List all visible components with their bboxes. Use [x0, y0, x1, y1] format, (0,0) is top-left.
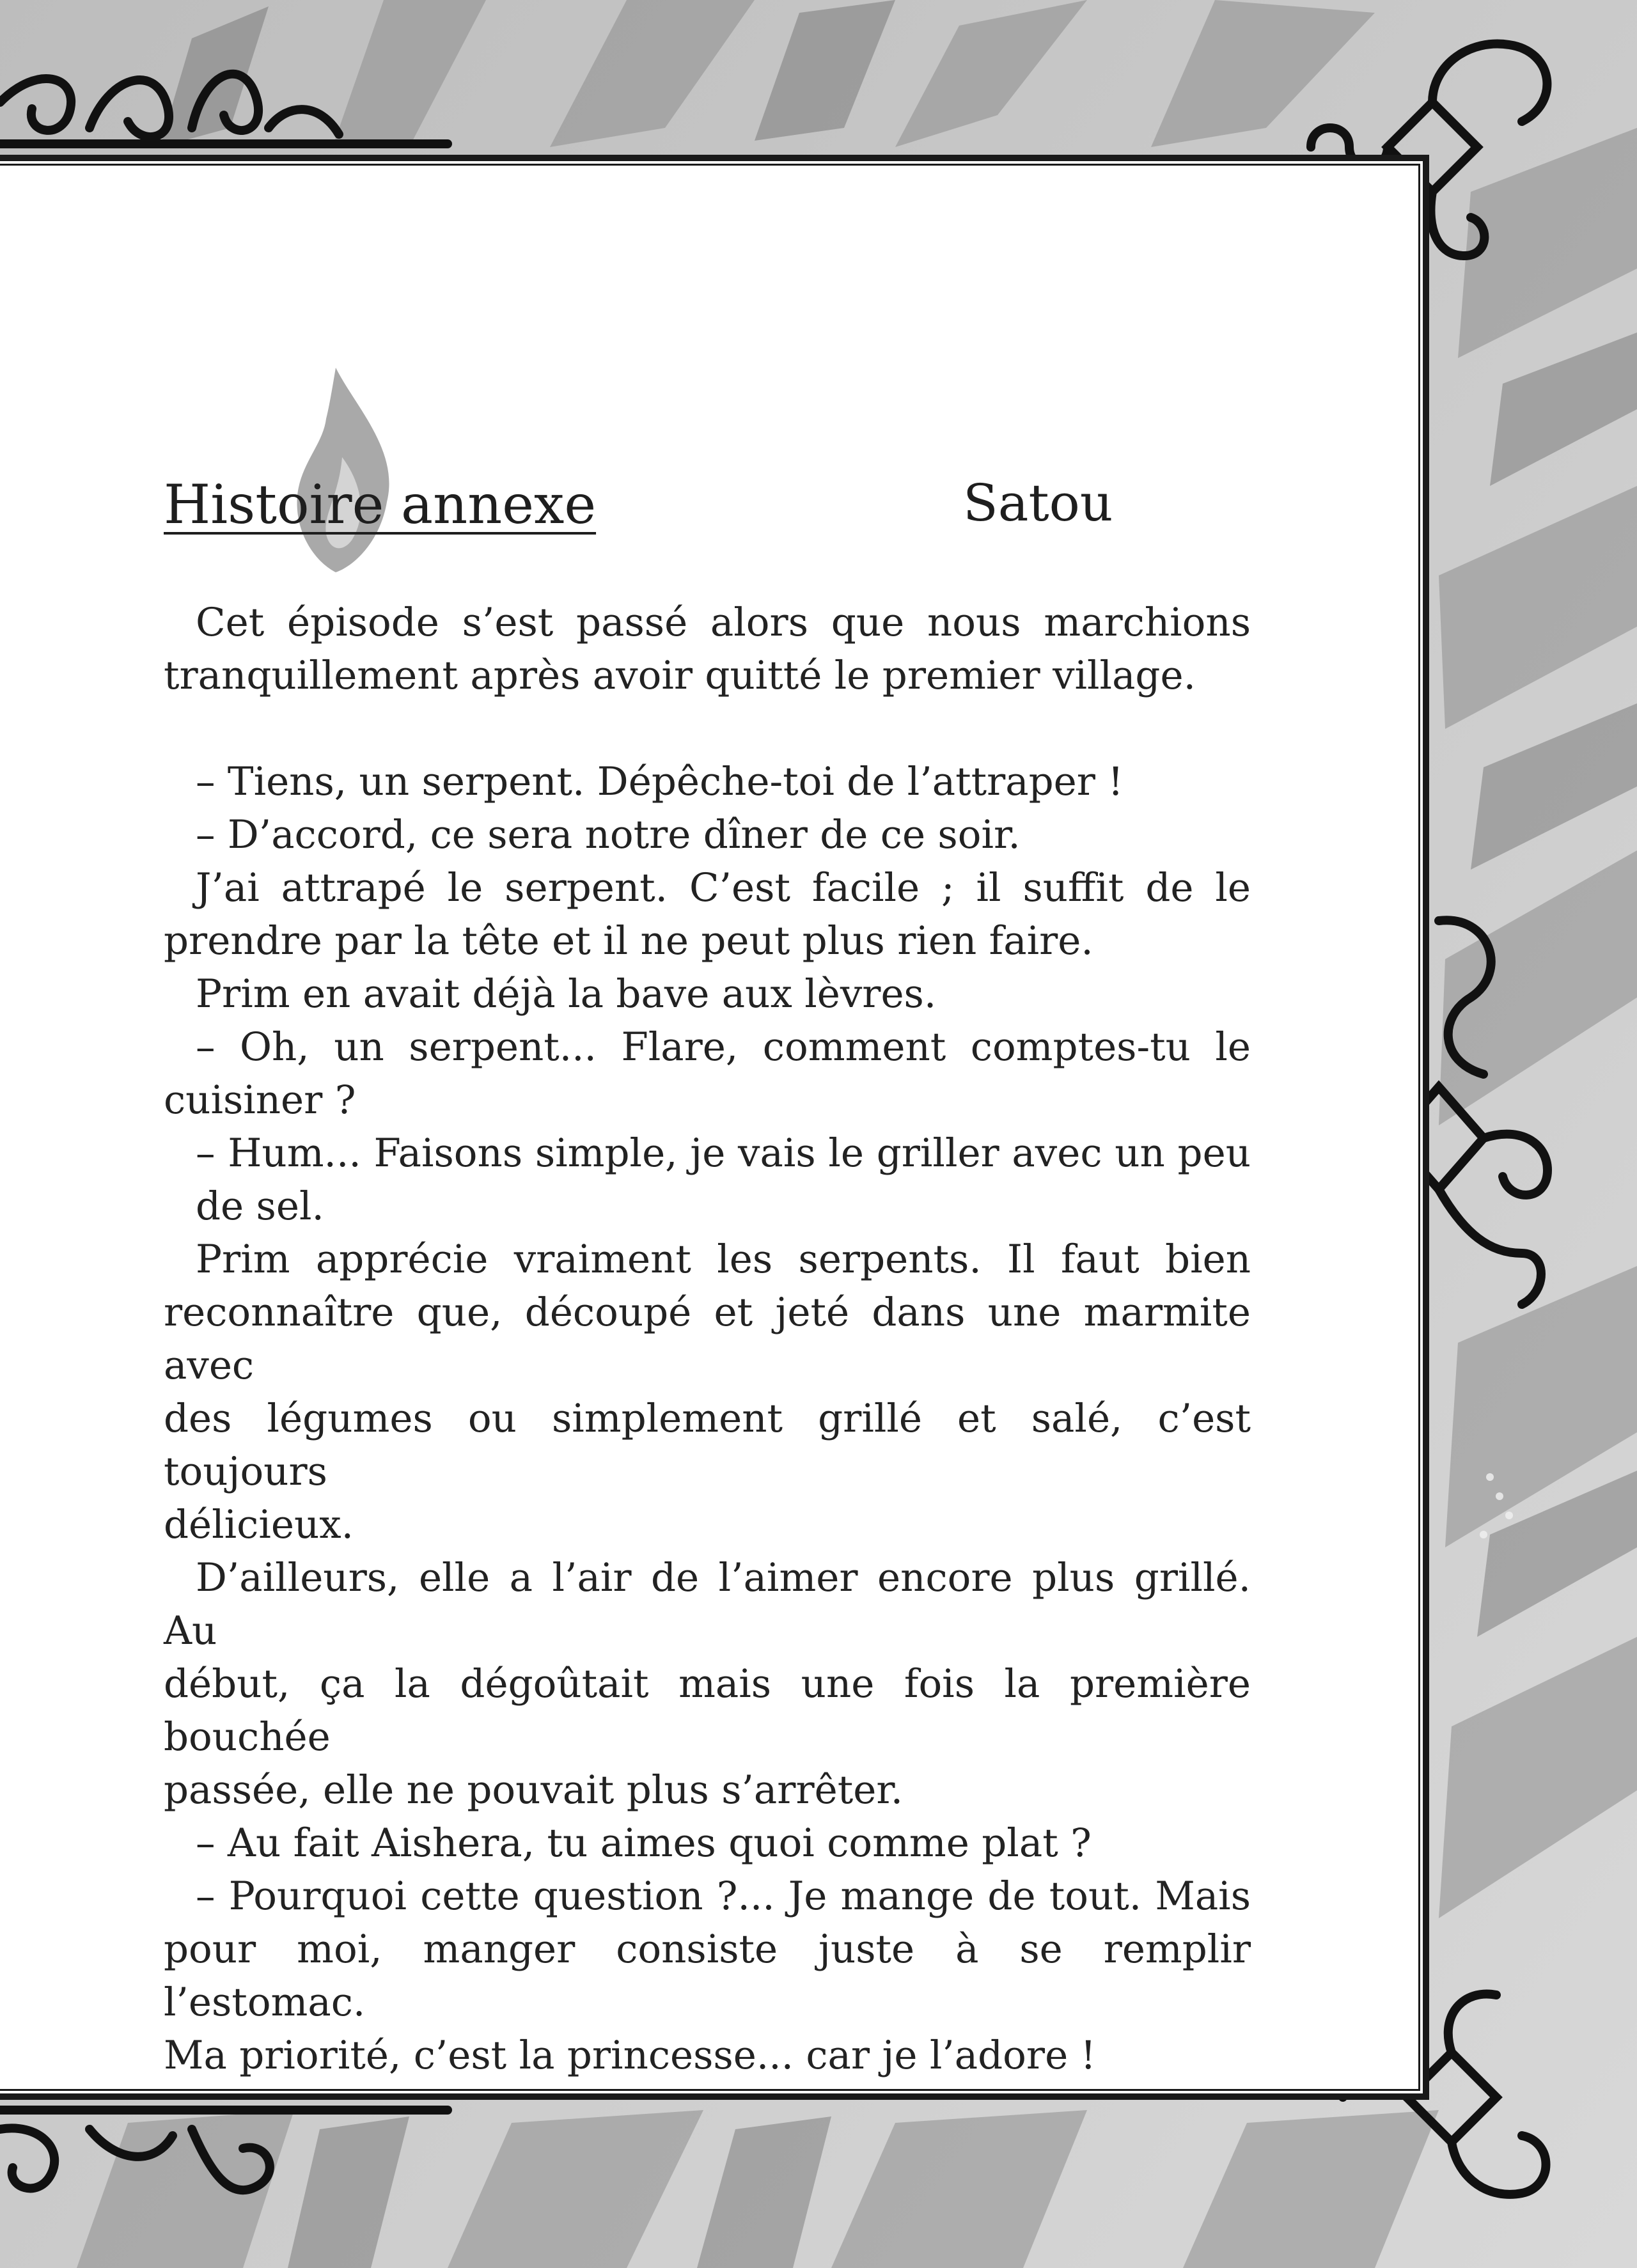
- text-line: passée, elle ne pouvait plus s’arrêter.: [164, 1767, 904, 1813]
- text-line: pour moi, manger consiste juste à se remplir l’estomac.: [164, 1927, 1251, 2025]
- text-line: reconnaître que, découpé et jeté dans une marmite avec: [164, 1290, 1251, 1388]
- chapter-heading: [164, 473, 1251, 550]
- text-line: D’ailleurs, elle a l’air de l’aimer encore plus grillé. Au: [164, 1555, 1251, 1654]
- text-line: prendre par la tête et il ne peut plus rien faire.: [164, 918, 1093, 964]
- text-line: de sel.: [196, 1184, 324, 1229]
- text-line: Prim apprécie vraiment les serpents. Il faut bien: [196, 1237, 1251, 1282]
- text-line: J’ai attrapé le serpent. C’est facile ; il suffit de le: [196, 865, 1251, 911]
- text-line: cuisiner ?: [164, 1077, 356, 1123]
- story-text: [164, 596, 1251, 2082]
- paragraph-gap: [164, 702, 1251, 755]
- text-line: – Pourquoi cette question ?... Je mange de tout. Mais: [196, 1873, 1251, 1919]
- text-line: Prim en avait déjà la bave aux lèvres.: [196, 971, 937, 1017]
- text-line: Ma priorité, c’est la princesse... car je l’adore !: [164, 2033, 1097, 2078]
- text-line: délicieux.: [164, 1502, 354, 1547]
- text-line: – D’accord, ce sera notre dîner de ce soir.: [196, 812, 1021, 857]
- text-line: – Hum... Faisons simple, je vais le griller avec un peu: [196, 1130, 1251, 1176]
- text-line: – Tiens, un serpent. Dépêche-toi de l’attraper !: [196, 759, 1124, 804]
- text-line: – Au fait Aishera, tu aimes quoi comme plat ?: [196, 1820, 1092, 1866]
- text-line: début, ça la dégoûtait mais une fois la première bouchée: [164, 1661, 1251, 1760]
- section-title: Histoire annexe: [164, 473, 597, 536]
- text-line: Cet épisode s’est passé alors que nous marchions: [196, 600, 1251, 645]
- text-line: – Oh, un serpent... Flare, comment comptes-tu le: [196, 1024, 1251, 1070]
- text-line: tranquillement après avoir quitté le premier village.: [164, 653, 1196, 698]
- section-author: Satou: [963, 473, 1113, 533]
- text-line: des légumes ou simplement grillé et salé, c’est toujours: [164, 1396, 1251, 1494]
